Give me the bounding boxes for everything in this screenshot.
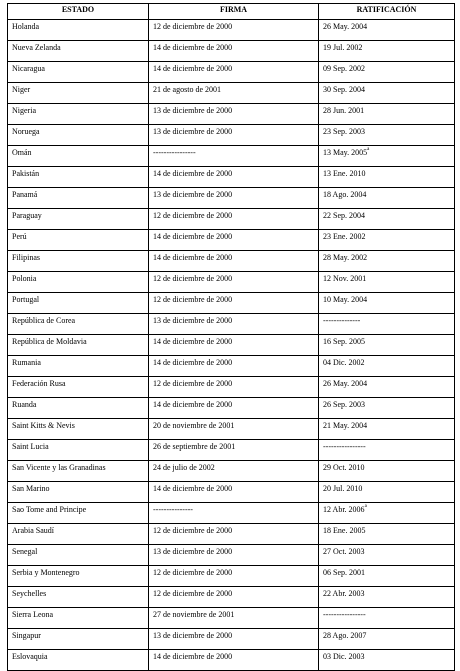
cell-estado: San Vicente y las Granadinas <box>8 461 149 482</box>
cell-ratificacion: 26 Sep. 2003 <box>319 398 455 419</box>
cell-firma: 13 de diciembre de 2000 <box>149 314 319 335</box>
table-row <box>8 650 455 671</box>
cell-estado: República de Moldavia <box>8 335 149 356</box>
cell-firma: 24 de julio de 2002 <box>149 461 319 482</box>
cell-estado: Niger <box>8 83 149 104</box>
cell-ratificacion: 28 May. 2002 <box>319 251 455 272</box>
header-firma: FIRMA <box>149 4 319 20</box>
table-row <box>8 461 455 482</box>
table-row <box>8 629 455 650</box>
table-row <box>8 335 455 356</box>
table-row <box>8 503 455 524</box>
cell-estado: Nicaragua <box>8 62 149 83</box>
cell-estado: Saint Kitts & Nevis <box>8 419 149 440</box>
table-row <box>8 41 455 62</box>
cell-estado: Federación Rusa <box>8 377 149 398</box>
table-row <box>8 524 455 545</box>
cell-firma: 14 de diciembre de 2000 <box>149 230 319 251</box>
cell-estado: Nigeria <box>8 104 149 125</box>
cell-ratificacion: 20 Jul. 2010 <box>319 482 455 503</box>
cell-firma: 12 de diciembre de 2000 <box>149 524 319 545</box>
cell-estado: Senegal <box>8 545 149 566</box>
header-ratificacion: RATIFICACIÓN <box>319 4 455 20</box>
ratification-table <box>7 3 455 671</box>
footnote-marker: a <box>364 504 367 509</box>
cell-firma: 12 de diciembre de 2000 <box>149 209 319 230</box>
cell-firma: 12 de diciembre de 2000 <box>149 293 319 314</box>
cell-ratificacion: 03 Dic. 2003 <box>319 650 455 671</box>
cell-estado: Pakistán <box>8 167 149 188</box>
table-row <box>8 356 455 377</box>
cell-estado: Arabia Saudí <box>8 524 149 545</box>
cell-ratificacion: ---------------- <box>319 608 455 629</box>
cell-ratificacion: -------------- <box>319 314 455 335</box>
cell-ratificacion: 23 Sep. 2003 <box>319 125 455 146</box>
table-row <box>8 440 455 461</box>
table-row <box>8 566 455 587</box>
cell-ratificacion: 10 May. 2004 <box>319 293 455 314</box>
cell-firma: ---------------- <box>149 146 319 167</box>
cell-ratificacion: 27 Oct. 2003 <box>319 545 455 566</box>
cell-firma: 27 de noviembre de 2001 <box>149 608 319 629</box>
cell-firma: 14 de diciembre de 2000 <box>149 335 319 356</box>
cell-firma: 13 de diciembre de 2000 <box>149 545 319 566</box>
table-row <box>8 587 455 608</box>
cell-firma: 14 de diciembre de 2000 <box>149 650 319 671</box>
table-row <box>8 251 455 272</box>
cell-ratificacion: 13 May. 2005$^a$ <box>319 146 455 167</box>
cell-estado: Eslovaquia <box>8 650 149 671</box>
cell-estado: Paraguay <box>8 209 149 230</box>
cell-ratificacion: 12 Nov. 2001 <box>319 272 455 293</box>
cell-ratificacion: 23 Ene. 2002 <box>319 230 455 251</box>
cell-estado: Noruega <box>8 125 149 146</box>
cell-ratificacion: 29 Oct. 2010 <box>319 461 455 482</box>
cell-firma: 14 de diciembre de 2000 <box>149 482 319 503</box>
cell-ratificacion: 26 May. 2004 <box>319 20 455 41</box>
cell-firma: 12 de diciembre de 2000 <box>149 377 319 398</box>
cell-firma: 21 de agosto de 2001 <box>149 83 319 104</box>
cell-ratificacion: 04 Dic. 2002 <box>319 356 455 377</box>
table-row <box>8 419 455 440</box>
cell-firma: 14 de diciembre de 2000 <box>149 62 319 83</box>
cell-firma: 12 de diciembre de 2000 <box>149 566 319 587</box>
cell-ratificacion: 28 Jun. 2001 <box>319 104 455 125</box>
table-row <box>8 20 455 41</box>
table-row <box>8 545 455 566</box>
cell-ratificacion: 22 Sep. 2004 <box>319 209 455 230</box>
cell-firma: 20 de noviembre de 2001 <box>149 419 319 440</box>
cell-estado: Nueva Zelanda <box>8 41 149 62</box>
cell-firma: 26 de septiembre de 2001 <box>149 440 319 461</box>
cell-ratificacion: 12 Abr. 2006$^a$ <box>319 503 455 524</box>
table-row <box>8 272 455 293</box>
cell-ratificacion: 28 Ago. 2007 <box>319 629 455 650</box>
cell-ratificacion: 19 Jul. 2002 <box>319 41 455 62</box>
cell-firma: 14 de diciembre de 2000 <box>149 41 319 62</box>
cell-estado: Omán <box>8 146 149 167</box>
cell-estado: Sao Tome and Principe <box>8 503 149 524</box>
cell-firma: --------------- <box>149 503 319 524</box>
table-row <box>8 230 455 251</box>
table-row <box>8 188 455 209</box>
cell-estado: Rumania <box>8 356 149 377</box>
cell-estado: Filipinas <box>8 251 149 272</box>
cell-firma: 13 de diciembre de 2000 <box>149 629 319 650</box>
table-row <box>8 125 455 146</box>
cell-estado: República de Corea <box>8 314 149 335</box>
cell-firma: 14 de diciembre de 2000 <box>149 251 319 272</box>
cell-firma: 12 de diciembre de 2000 <box>149 587 319 608</box>
cell-estado: Singapur <box>8 629 149 650</box>
table-row <box>8 62 455 83</box>
cell-ratificacion: 18 Ene. 2005 <box>319 524 455 545</box>
header-row <box>8 4 455 20</box>
cell-firma: 14 de diciembre de 2000 <box>149 167 319 188</box>
cell-ratificacion: 18 Ago. 2004 <box>319 188 455 209</box>
cell-ratificacion: 21 May. 2004 <box>319 419 455 440</box>
cell-estado: Panamá <box>8 188 149 209</box>
table-row <box>8 398 455 419</box>
footnote-marker: a <box>367 147 370 152</box>
table-row <box>8 293 455 314</box>
cell-estado: Sierra Leona <box>8 608 149 629</box>
cell-ratificacion: 30 Sep. 2004 <box>319 83 455 104</box>
table-row <box>8 167 455 188</box>
cell-firma: 13 de diciembre de 2000 <box>149 125 319 146</box>
cell-estado: Polonia <box>8 272 149 293</box>
cell-ratificacion: 06 Sep. 2001 <box>319 566 455 587</box>
cell-estado: Holanda <box>8 20 149 41</box>
cell-ratificacion: 13 Ene. 2010 <box>319 167 455 188</box>
cell-ratificacion: 09 Sep. 2002 <box>319 62 455 83</box>
table-row <box>8 209 455 230</box>
cell-ratificacion: 26 May. 2004 <box>319 377 455 398</box>
cell-estado: Saint Lucia <box>8 440 149 461</box>
table-row <box>8 83 455 104</box>
table-row <box>8 104 455 125</box>
cell-estado: Perú <box>8 230 149 251</box>
cell-estado: Portugal <box>8 293 149 314</box>
cell-firma: 13 de diciembre de 2000 <box>149 188 319 209</box>
cell-firma: 12 de diciembre de 2000 <box>149 272 319 293</box>
cell-ratificacion: ---------------- <box>319 440 455 461</box>
table-row <box>8 482 455 503</box>
table-row <box>8 314 455 335</box>
cell-firma: 14 de diciembre de 2000 <box>149 398 319 419</box>
table-row <box>8 377 455 398</box>
header-estado: ESTADO <box>8 4 149 20</box>
cell-estado: Seychelles <box>8 587 149 608</box>
cell-estado: Ruanda <box>8 398 149 419</box>
cell-ratificacion: 22 Abr. 2003 <box>319 587 455 608</box>
table-row <box>8 608 455 629</box>
cell-estado: San Marino <box>8 482 149 503</box>
cell-firma: 12 de diciembre de 2000 <box>149 20 319 41</box>
cell-firma: 14 de diciembre de 2000 <box>149 356 319 377</box>
table-row <box>8 146 455 167</box>
cell-estado: Serbia y Montenegro <box>8 566 149 587</box>
table-body <box>8 20 455 671</box>
cell-ratificacion: 16 Sep. 2005 <box>319 335 455 356</box>
cell-firma: 13 de diciembre de 2000 <box>149 104 319 125</box>
